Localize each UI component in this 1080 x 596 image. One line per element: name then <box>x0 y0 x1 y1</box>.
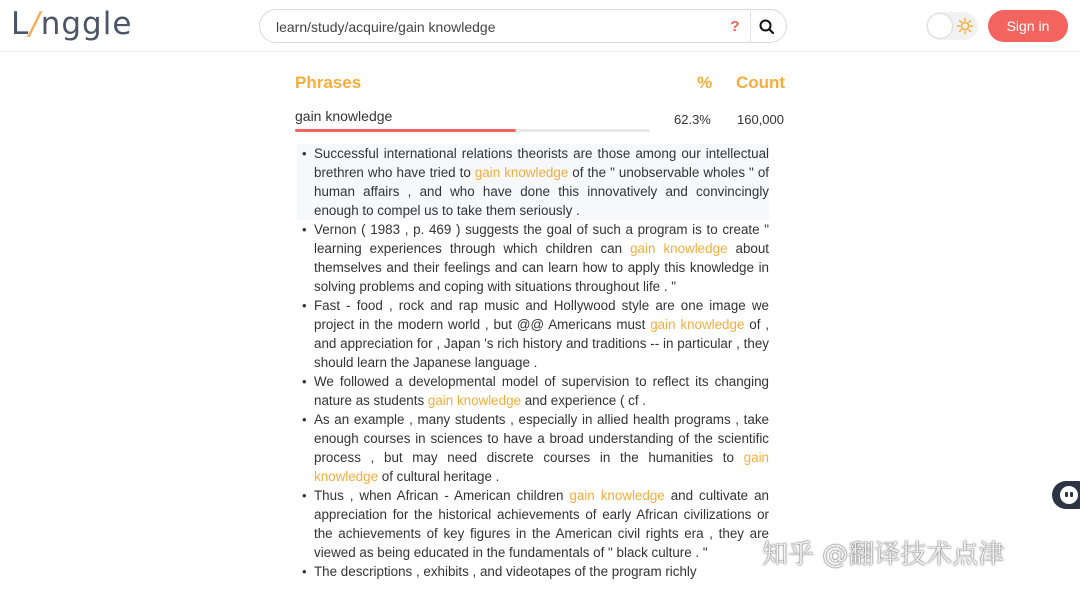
example-text: Vernon ( 1983 , p. 469 ) suggests the goal of such a program is to create " learning experiences through which children can <box>314 222 769 256</box>
search-button[interactable] <box>757 17 777 37</box>
bot-eye-right <box>1070 492 1073 497</box>
phrase-percent: 62.3% <box>674 112 711 127</box>
example-highlight: gain knowledge <box>569 488 665 503</box>
example-highlight: gain knowledge <box>650 317 745 332</box>
example-text: Successful international relations theorists are those among our intellectual brethren who have tried to <box>314 146 769 180</box>
example-text: We followed a developmental model of supervision to reflect its changing nature as students <box>314 374 769 408</box>
phrase-text: gain knowledge <box>295 108 393 124</box>
example-sentences <box>297 144 769 596</box>
example-item <box>297 562 769 581</box>
example-text: The descriptions , exhibits , and videotapes of the program richly <box>314 564 697 579</box>
example-highlight: gain knowledge <box>314 450 769 484</box>
magnifier-icon <box>757 17 777 37</box>
theme-toggle[interactable] <box>926 12 978 40</box>
question-mark-icon[interactable]: ? <box>730 18 740 35</box>
bullet-icon: • <box>302 298 307 313</box>
column-header-phrases: Phrases <box>295 73 362 92</box>
bullet-icon: • <box>302 374 307 389</box>
search-divider <box>750 11 751 42</box>
example-highlight: gain knowledge <box>630 241 728 256</box>
column-header-count: Count <box>736 73 786 92</box>
example-item <box>297 144 769 220</box>
bot-eye-left <box>1065 492 1068 497</box>
example-highlight: gain knowledge <box>427 393 521 408</box>
zhihu-watermark: 知乎 @翻译技术点津 <box>762 540 1005 570</box>
example-text: of the " unobservable wholes " of human affairs , and who have done this innovatively and convincingly enough to compel us to take them seriously . <box>314 165 769 218</box>
logo-letters: nggle <box>40 6 133 42</box>
sun-icon <box>956 17 974 35</box>
example-text: and experience ( cf . <box>520 393 647 408</box>
example-item <box>297 410 769 486</box>
search-bar <box>259 9 787 43</box>
phrase-count: 160,000 <box>737 112 784 127</box>
example-text: about themselves and their feelings and can learn how to apply this knowledge in solving problems and coping with situations throughout life . " <box>314 241 769 294</box>
example-text: Thus , when African - American children <box>314 488 570 503</box>
example-text: of , and appreciation for , Japan 's rich history and traditions -- in particular , they should learn the Japanese language . <box>314 317 769 370</box>
sign-in-button[interactable]: Sign in <box>988 10 1068 42</box>
chat-widget-button[interactable] <box>1052 481 1080 509</box>
example-text: Fast - food , rock and rap music and Hollywood style are one image we project in the modern world , but @@ Americans must <box>314 298 769 332</box>
bullet-icon: • <box>302 146 307 161</box>
example-item <box>297 220 769 296</box>
logo-letter-l: L <box>11 6 30 42</box>
column-header-percent: % <box>697 73 713 92</box>
bullet-icon: • <box>302 412 307 427</box>
frequency-bar-fill <box>295 129 516 132</box>
example-highlight: gain knowledge <box>474 165 569 180</box>
bullet-icon: • <box>302 222 307 237</box>
example-item <box>297 372 769 410</box>
frequency-bar-track <box>295 129 650 132</box>
phrase-result-row[interactable] <box>295 108 785 134</box>
chat-bot-icon <box>1060 486 1078 504</box>
toggle-knob <box>928 14 952 38</box>
bullet-icon: • <box>302 564 307 579</box>
logo-slash: / <box>29 6 41 42</box>
example-item <box>297 296 769 372</box>
top-nav <box>0 0 1080 52</box>
example-text: and cultivate an appreciation for the historical achievements of early African civilizations or the achievements of key figures in the American civil rights era , they are viewed as being educated in the fundamentals of " black culture . " <box>314 488 769 560</box>
linggle-logo[interactable] <box>11 6 132 42</box>
search-input[interactable] <box>276 16 716 38</box>
bullet-icon: • <box>302 488 307 503</box>
example-item <box>297 486 769 562</box>
example-text: As an example , many students , especially in allied health programs , take enough courses in sciences to have a broad understanding of the scientific process , but may need discrete courses in the humanities to <box>314 412 769 465</box>
example-text: of cultural heritage . <box>378 469 500 484</box>
